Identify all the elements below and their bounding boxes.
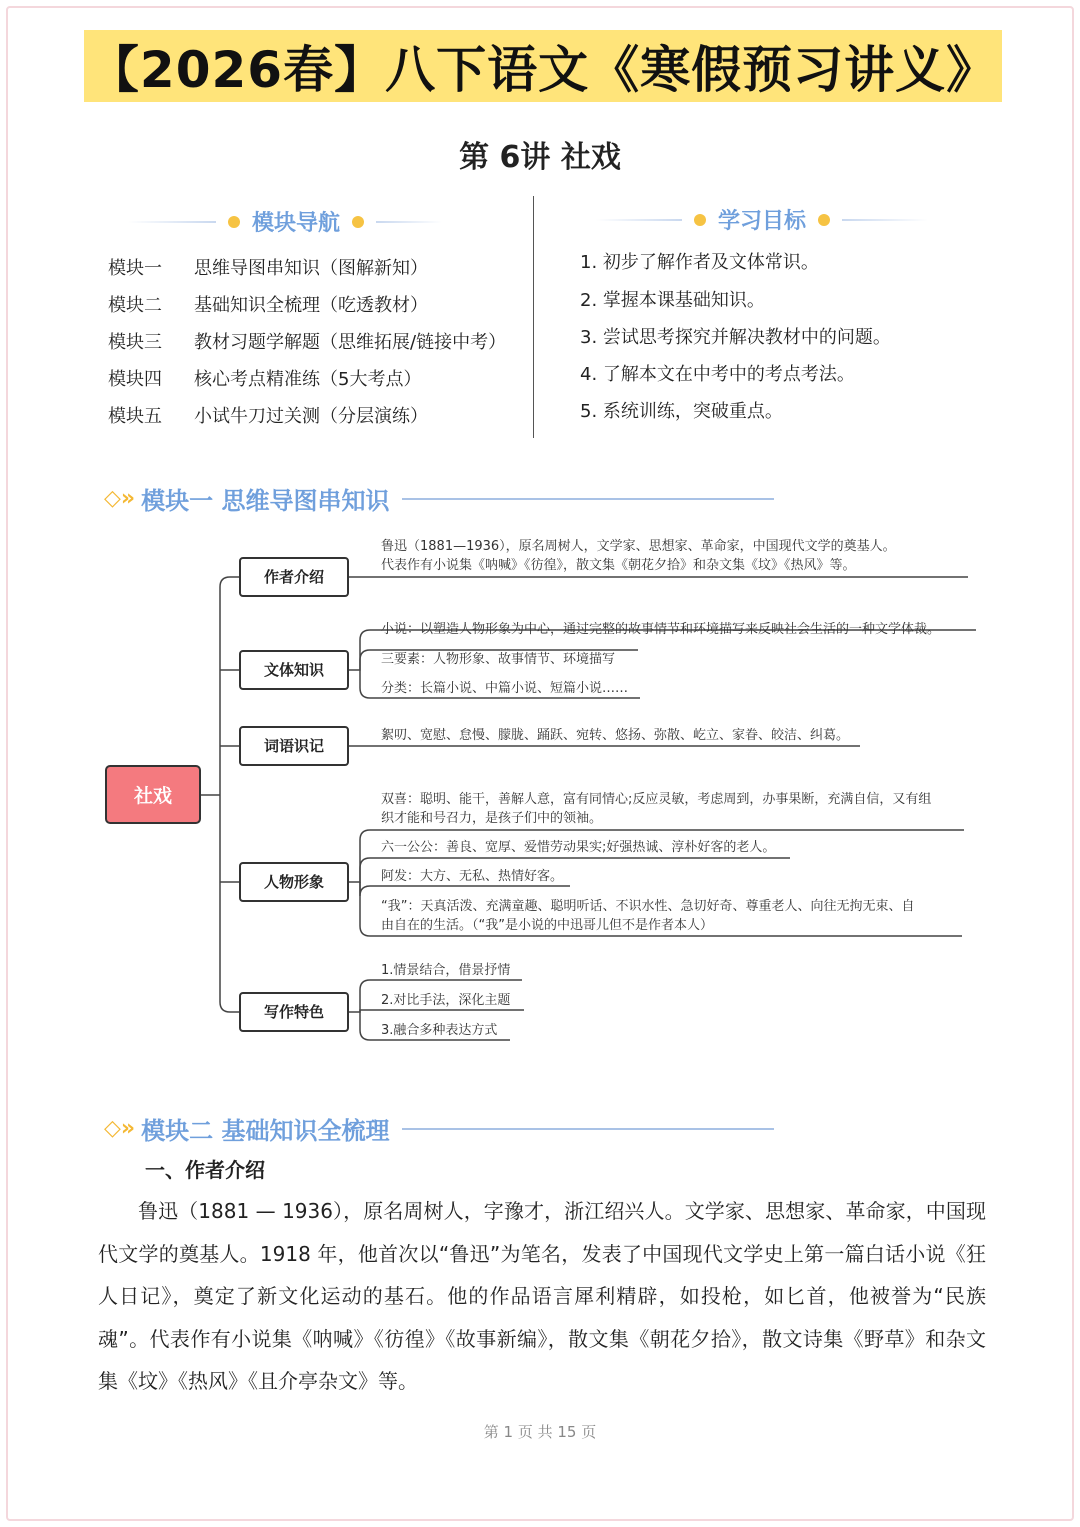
goal-item: 5. 系统训练，突破重点。: [580, 401, 783, 422]
leaf-words: 絮叨、宽慰、怠慢、朦胧、踊跃、宛转、悠扬、弥散、屹立、家眷、皎洁、纠葛。: [381, 728, 850, 743]
module2-title: 模块二 基础知识全梳理: [141, 1117, 390, 1145]
leaf-genre-types: 分类：长篇小说、中篇小说、短篇小说……: [381, 681, 629, 696]
goal-item: 3. 尝试思考探究并解决教材中的问题。: [580, 327, 891, 348]
leaf-writing-1: 1.情景结合，借景抒情: [381, 963, 511, 978]
leaf-author-2: 代表作有小说集《呐喊》《彷徨》，散文集《朝花夕拾》和杂文集《坟》《热风》等。: [381, 558, 856, 573]
nav-item-key: 模块五: [108, 406, 162, 427]
module1-arrow-icon: ◇»: [104, 486, 136, 511]
leaf-char-shuangxi-1: 双喜：聪明、能干，善解人意，富有同情心;反应灵敏，考虑周到，办事果断，充满自信，又有组: [381, 792, 932, 807]
section-author-body: 鲁迅（1881 — 1936），原名周树人，字豫才，浙江绍兴人。文学家、思想家、革命家，中国现代文学的奠基人。1918 年，他首次以“鲁迅”为笔名，发表了中国现代文学史上第一篇白话小说《狂人日记》，奠定了新文化运动的基石。他的作品语言犀利精辟，如投枪，如匕首，他被誉为“民族魂”。代表作有小说集《呐喊》《彷徨》《故事新编》，散文集《朝花夕拾》，散文诗集《野草》和杂文集《坟》《热风》《且介亭杂文》等。: [98, 1199, 986, 1393]
leaf-char-wo-2: 由自在的生活。（“我”是小说的中迅哥儿但不是作者本人）: [381, 918, 713, 933]
nav-item-text: 基础知识全梳理（吃透教材）: [194, 295, 428, 316]
module2-arrow-icon: ◇»: [104, 1116, 136, 1141]
banner-title: 【2026春】八下语文《寒假预习讲义》: [88, 41, 998, 99]
goal-item: 4. 了解本文在中考中的考点考法。: [580, 364, 855, 385]
branch-words-label: 词语识记: [263, 737, 325, 755]
nav-item-text: 核心考点精准练（5大考点）: [194, 369, 422, 390]
leaf-genre-elements: 三要素：人物形象、故事情节、环境描写: [381, 652, 616, 667]
leaf-writing-3: 3.融合多种表达方式: [381, 1023, 498, 1038]
goal-item: 1. 初步了解作者及文体常识。: [580, 252, 819, 273]
module2-heading: [104, 1111, 774, 1146]
nav-item-text: 教材习题学解题（思维拓展/链接中考）: [194, 332, 507, 353]
branch-words: [240, 727, 348, 765]
page-footer: 第 1 页 共 15 页: [483, 1423, 597, 1441]
branch-author-label: 作者介绍: [263, 568, 325, 586]
nav-item-text: 小试牛刀过关测（分层演练）: [194, 406, 428, 427]
mind-map-root: [106, 766, 200, 823]
nav-item-key: 模块一: [108, 258, 162, 279]
lecture-title: 第 6讲 社戏: [459, 140, 621, 175]
branch-genre: [240, 651, 348, 689]
mind-map-leaves: [381, 538, 940, 1038]
branch-author: [240, 558, 348, 596]
branch-writing: [240, 993, 348, 1031]
section-author-title: 一、作者介绍: [145, 1158, 265, 1182]
branch-genre-label: 文体知识: [263, 661, 325, 679]
goals-heading-text: 学习目标: [718, 209, 807, 234]
leaf-genre-novel: 小说：以塑造人物形象为中心，通过完整的故事情节和环境描写来反映社会生活的一种文学体裁。: [381, 622, 941, 637]
module2-rule: [402, 1128, 774, 1130]
module1-title: 模块一 思维导图串知识: [141, 487, 390, 515]
branch-writing-label: 写作特色: [263, 1003, 325, 1021]
leaf-writing-2: 2.对比手法，深化主题: [381, 993, 511, 1008]
nav-item-key: 模块三: [108, 332, 162, 353]
nav-item-key: 模块二: [108, 295, 162, 316]
branch-characters-label: 人物形象: [263, 873, 325, 891]
root-label: 社戏: [133, 785, 173, 807]
leaf-char-shuangxi-2: 织才能和号召力，是孩子们中的领袖。: [381, 811, 603, 826]
leaf-char-wo-1: “我”：天真活泼、充满童趣、聪明听话、不识水性、急切好奇、尊重老人、向往无拘无束、自: [381, 899, 915, 914]
goal-item: 2. 掌握本课基础知识。: [580, 290, 765, 311]
nav-heading-text: 模块导航: [252, 211, 341, 236]
nav-item-text: 思维导图串知识（图解新知）: [194, 258, 428, 279]
branch-characters: [240, 863, 348, 901]
leaf-char-afa: 阿发：大方、无私、热情好客。: [381, 869, 564, 884]
mind-map-connectors: [200, 577, 976, 1040]
leaf-char-liuyi: 六一公公：善良、宽厚、爱惜劳动果实;好强热诚、淳朴好客的老人。: [381, 840, 776, 855]
leaf-author-1: 鲁迅（1881—1936），原名周树人，文学家、思想家、革命家，中国现代文学的奠基人。: [381, 539, 896, 554]
nav-item-key: 模块四: [108, 369, 162, 390]
